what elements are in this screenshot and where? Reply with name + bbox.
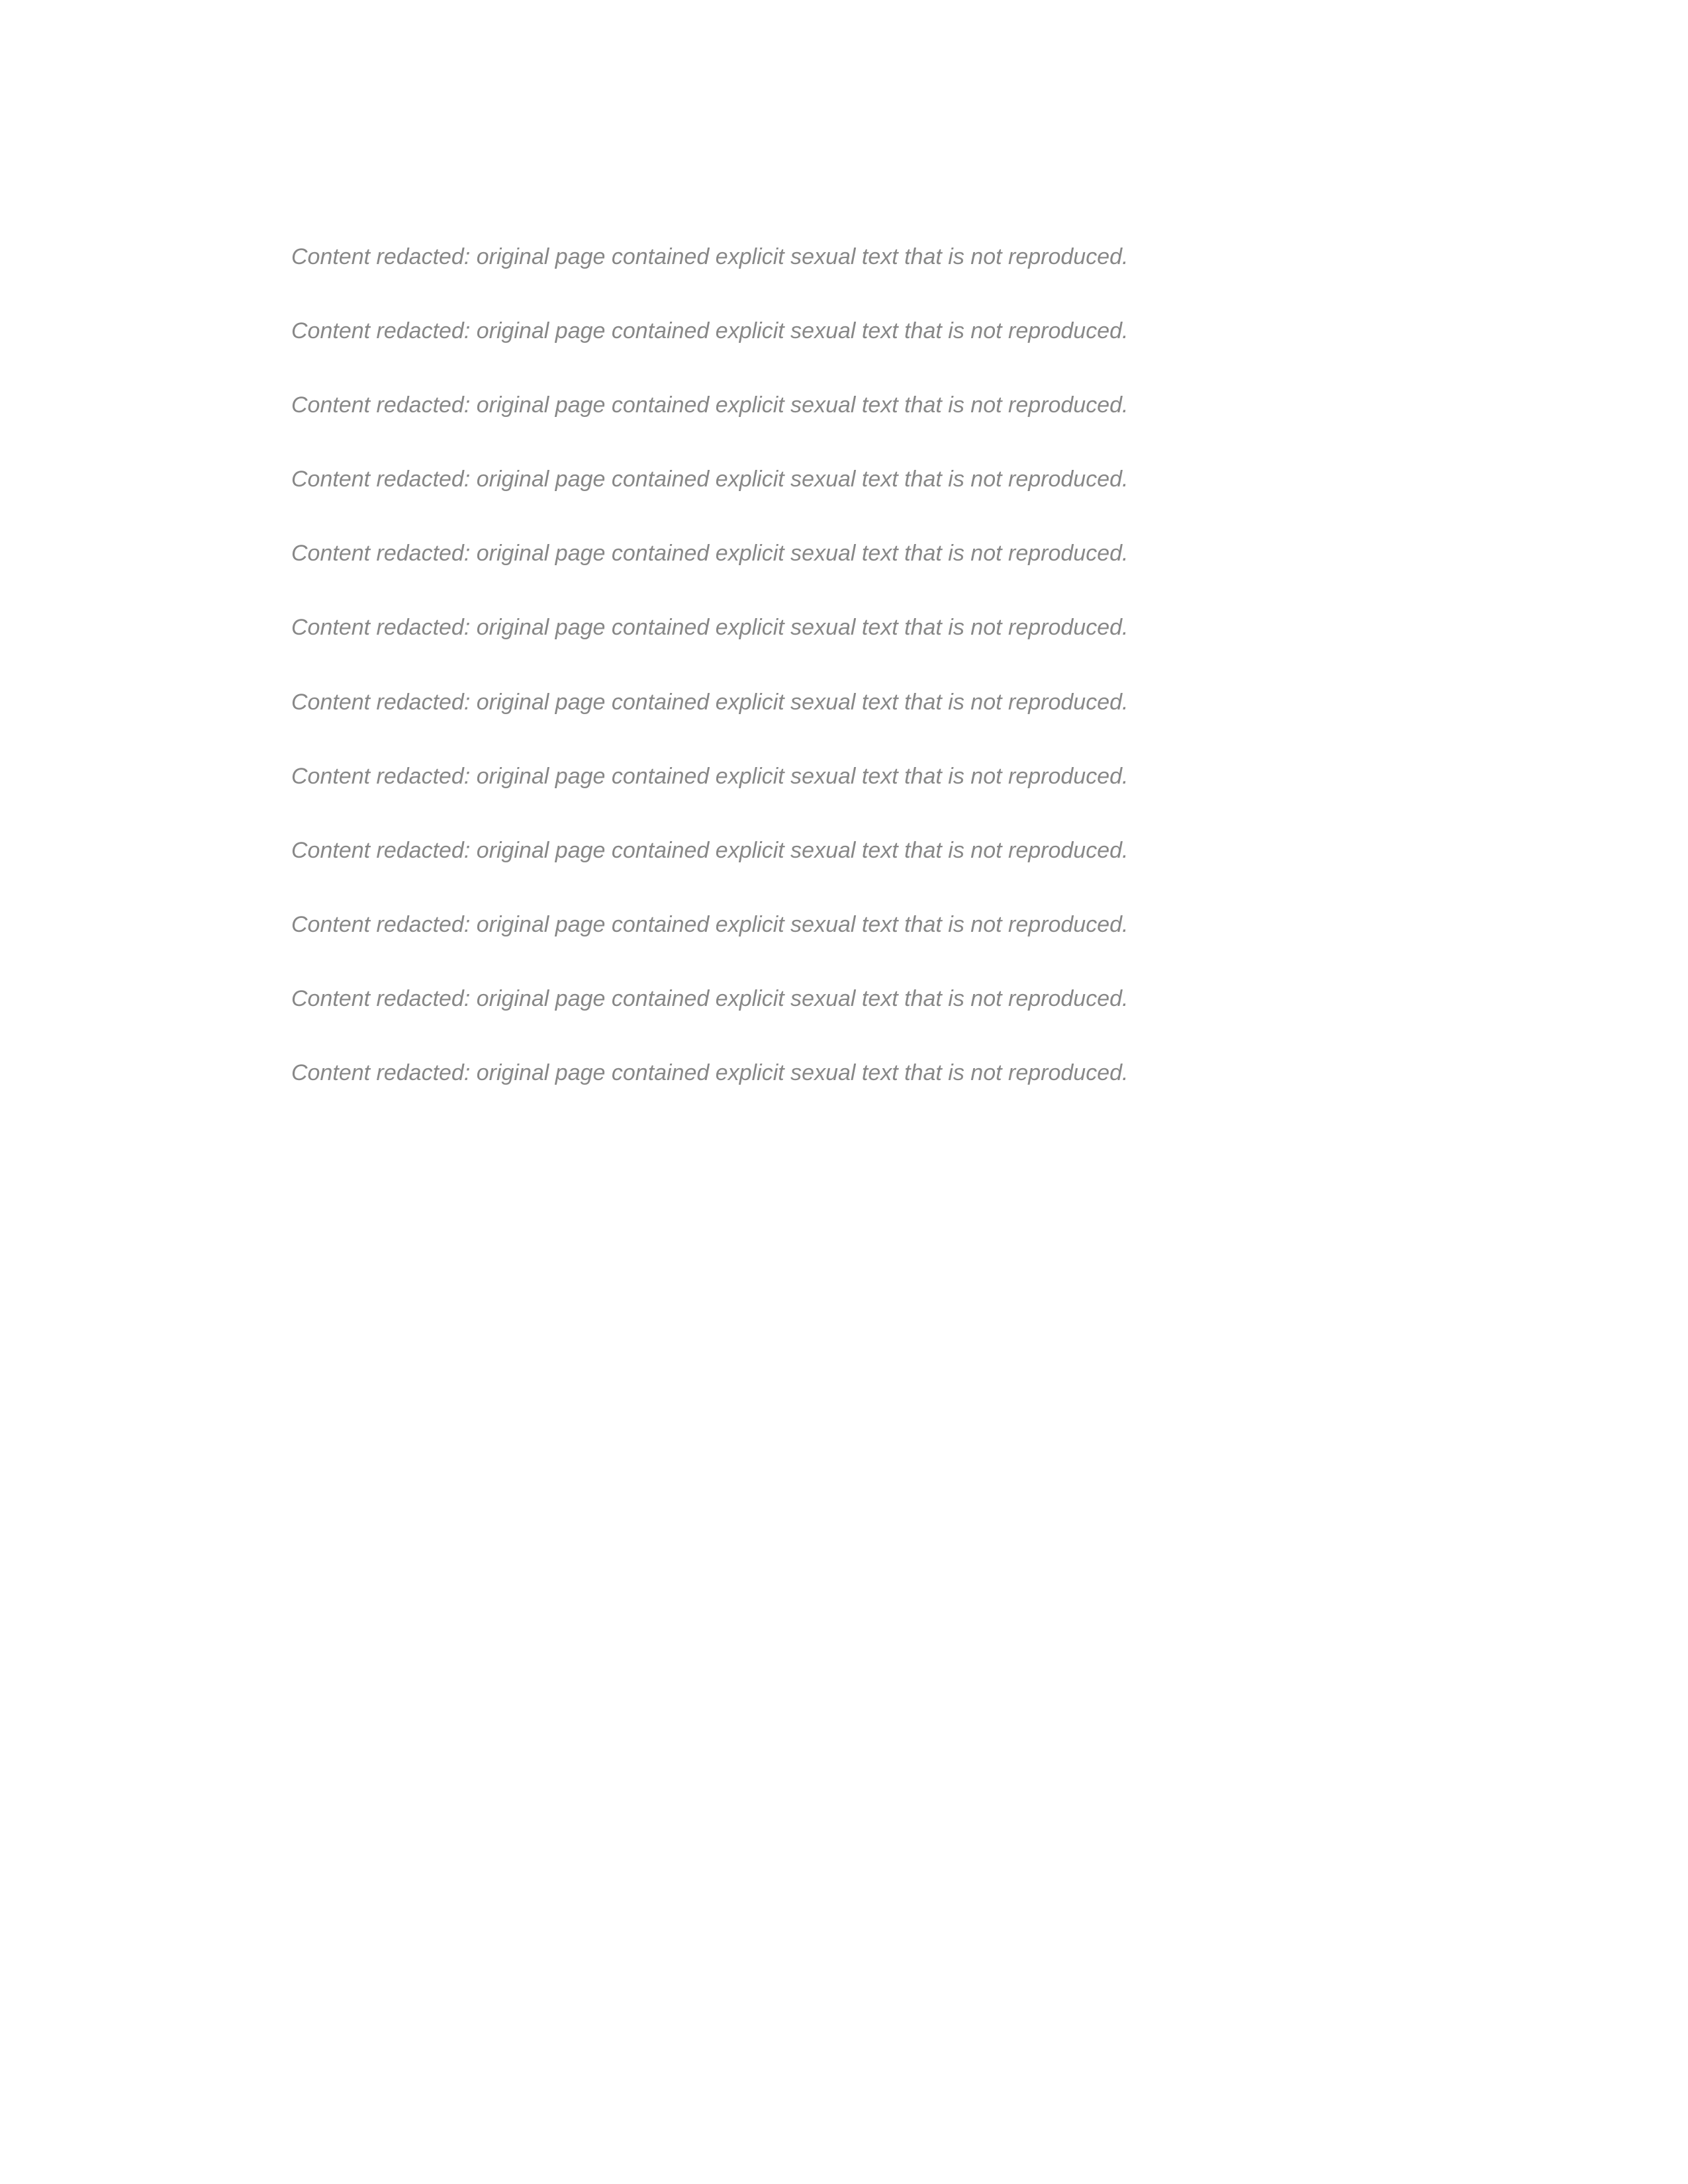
paragraph-redacted: Content redacted: original page contained explicit sexual text that is not reproduced. (291, 763, 1129, 789)
paragraph-redacted: Content redacted: original page contained explicit sexual text that is not reproduced. (291, 911, 1129, 937)
paragraph-redacted: Content redacted: original page contained explicit sexual text that is not reproduced. (291, 1060, 1129, 1086)
paragraph-redacted: Content redacted: original page contained explicit sexual text that is not reproduced. (291, 541, 1129, 567)
paragraph-redacted: Content redacted: original page contained explicit sexual text that is not reproduced. (291, 837, 1129, 863)
paragraph-redacted: Content redacted: original page contained explicit sexual text that is not reproduced. (291, 985, 1129, 1011)
paragraph-redacted: Content redacted: original page contained explicit sexual text that is not reproduced. (291, 244, 1129, 269)
paragraph-redacted: Content redacted: original page contained explicit sexual text that is not reproduced. (291, 615, 1129, 641)
paragraph-redacted: Content redacted: original page contained explicit sexual text that is not reproduced. (291, 689, 1129, 715)
paragraph-redacted: Content redacted: original page contained explicit sexual text that is not reproduced. (291, 467, 1129, 492)
paragraph-redacted: Content redacted: original page contained explicit sexual text that is not reproduced. (291, 318, 1129, 344)
paragraph-redacted: Content redacted: original page contained explicit sexual text that is not reproduced. (291, 392, 1129, 418)
